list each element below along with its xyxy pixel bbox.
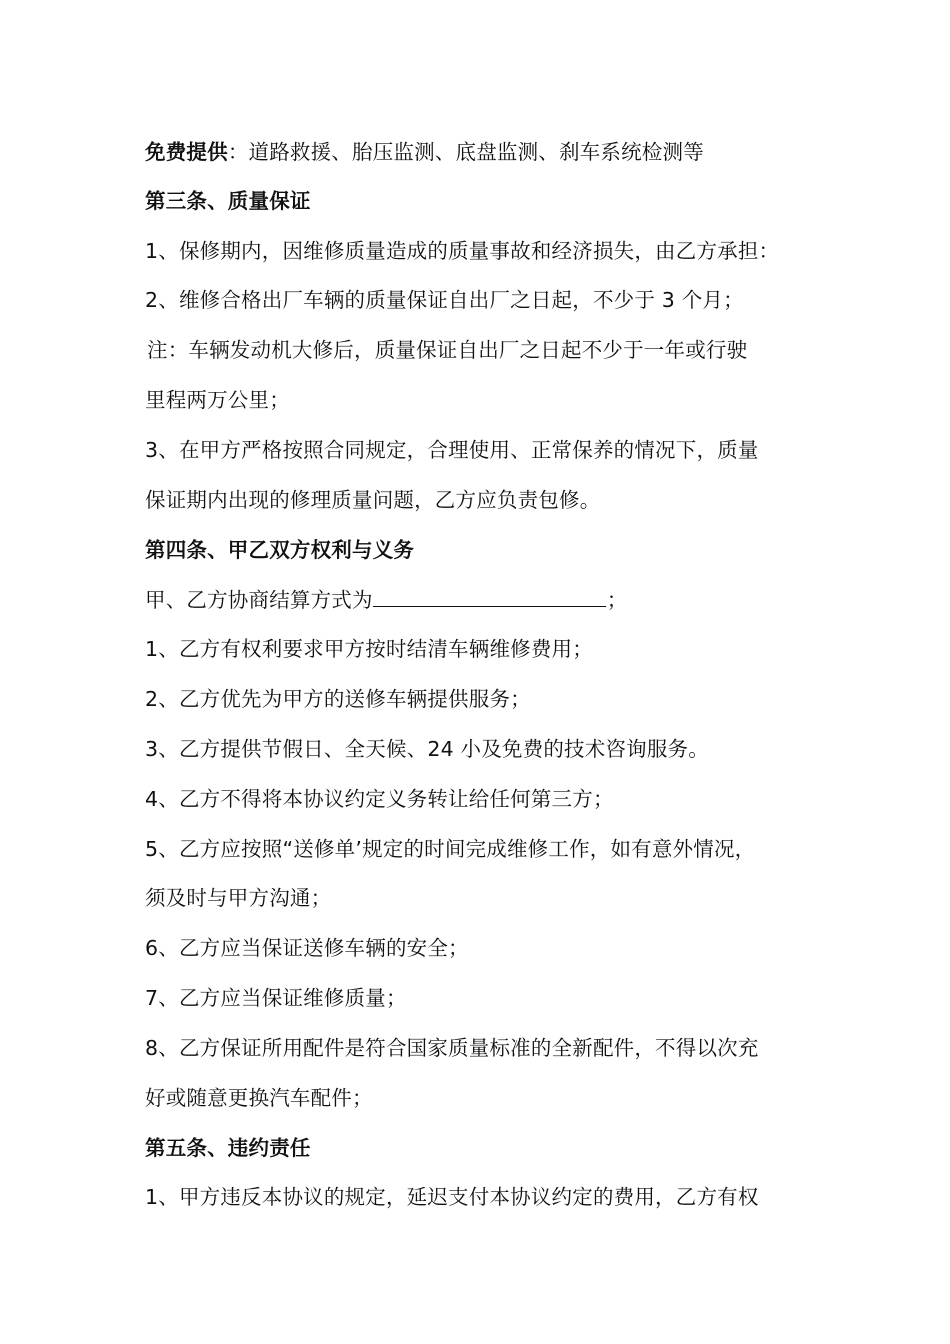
- article-4-heading: 第四条、甲乙双方权利与义务: [145, 538, 415, 562]
- article-3-note-line-2: 里程两万公里；: [145, 388, 290, 412]
- article-4-clause-5-line-1: 5、乙方应按照“送修单’规定的时间完成维修工作，如有意外情况，: [145, 837, 756, 861]
- free-services-label: 免费提供: [145, 140, 228, 164]
- article-3-clause-3-line-2: 保证期内出现的修理质量问题，乙方应负责包修。: [145, 488, 601, 512]
- free-services-text: ：道路救援、胎压监测、底盘监测、刹车系统检测等: [227, 140, 704, 164]
- article-5-heading: 第五条、违约责任: [145, 1136, 311, 1160]
- settlement-method-line: [145, 585, 845, 615]
- article-3-clause-1: 1、保修期内，因维修质量造成的质量事故和经济损失，由乙方承担：: [145, 239, 780, 263]
- article-4-clause-4: 4、乙方不得将本协议约定义务转让给任何第三方；: [145, 787, 614, 811]
- article-3-clause-3-line-1: 3、在甲方严格按照合同规定，合理使用、正常保养的情况下，质量: [145, 438, 759, 462]
- article-4-clause-7: 7、乙方应当保证维修质量；: [145, 986, 407, 1010]
- article-3-heading: 第三条、质量保证: [145, 189, 311, 213]
- article-3-note-line-1: 注：车辆发动机大修后，质量保证自出厂之日起不少于一年或行驶: [147, 338, 748, 362]
- settlement-method-label: 甲、乙方协商结算方式为: [145, 588, 373, 612]
- free-services-line: [145, 137, 845, 167]
- article-4-clause-1: 1、乙方有权利要求甲方按时结清车辆维修费用；: [145, 637, 593, 661]
- article-4-clause-6: 6、乙方应当保证送修车辆的安全；: [145, 936, 469, 960]
- settlement-method-end: ；: [606, 588, 628, 612]
- article-4-clause-8-line-2: 好或随意更换汽车配件；: [145, 1086, 373, 1110]
- article-5-clause-1: 1、甲方违反本协议的规定，延迟支付本协议约定的费用，乙方有权: [145, 1185, 759, 1209]
- article-4-clause-5-line-2: 须及时与甲方沟通；: [145, 886, 332, 910]
- article-4-clause-3: 3、乙方提供节假日、全天候、24 小及免费的技术咨询服务。: [145, 737, 709, 761]
- article-4-clause-2: 2、乙方优先为甲方的送修车辆提供服务；: [145, 687, 531, 711]
- article-4-clause-8-line-1: 8、乙方保证所用配件是符合国家质量标准的全新配件，不得以次充: [145, 1036, 759, 1060]
- settlement-method-blank: [373, 586, 606, 607]
- article-3-clause-2: 2、维修合格出厂车辆的质量保证自出厂之日起，不少于 3 个月；: [145, 288, 744, 312]
